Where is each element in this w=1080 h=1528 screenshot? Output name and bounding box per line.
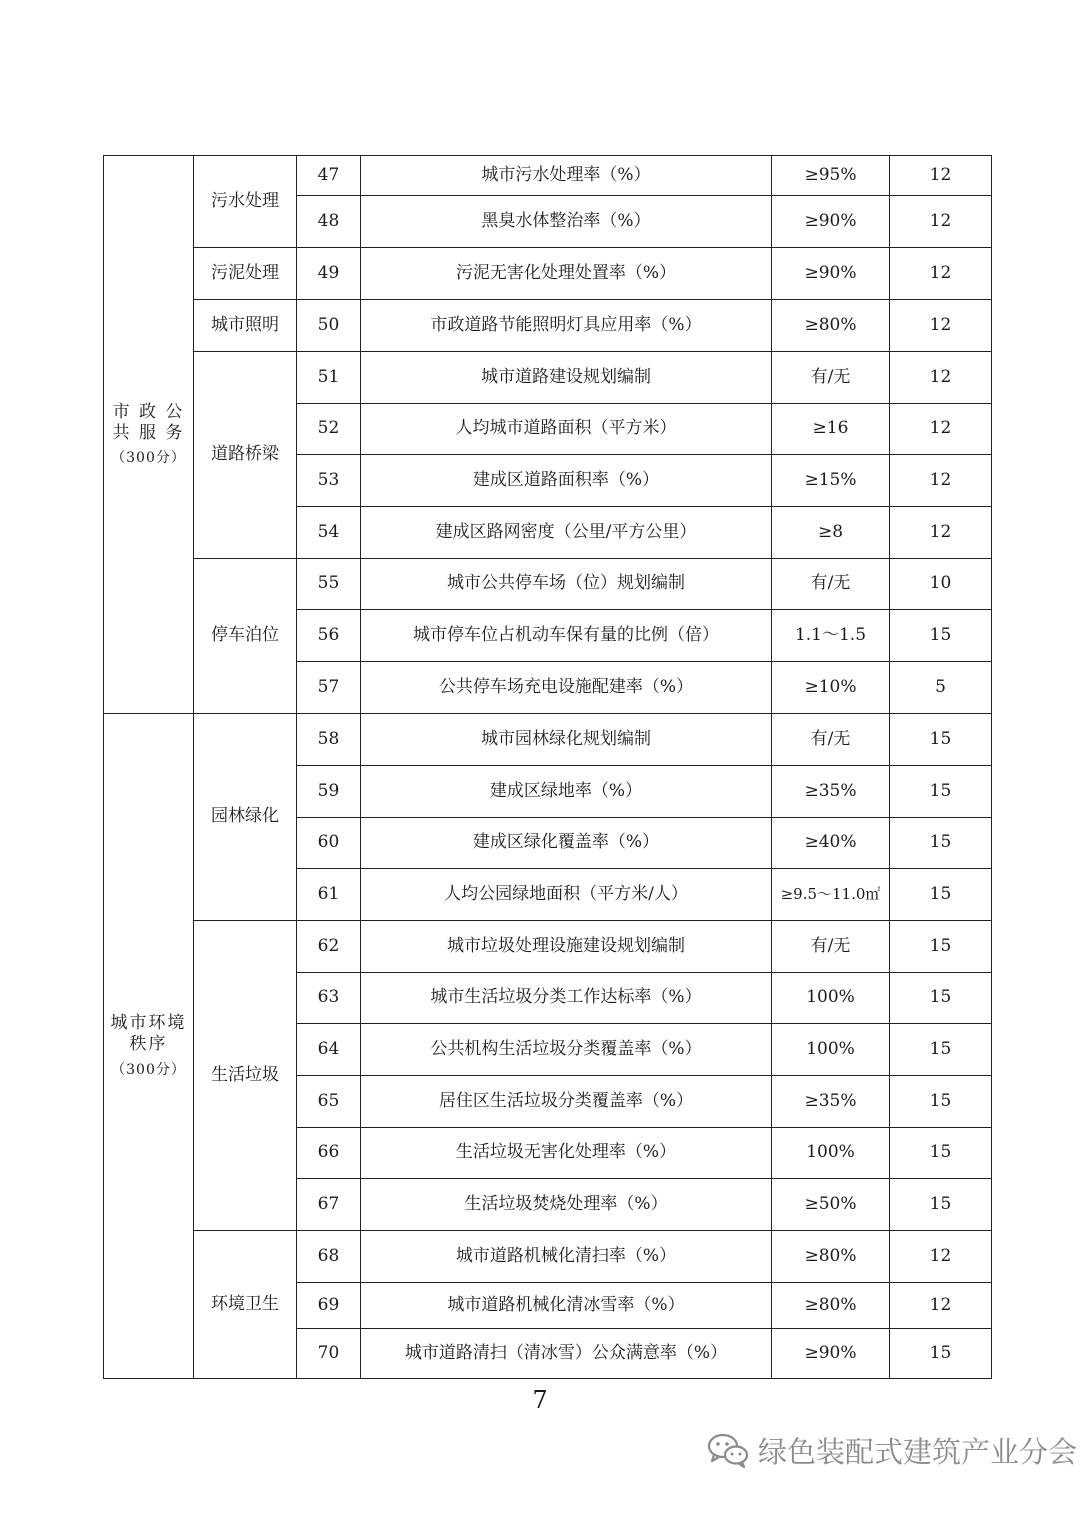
row-number: 50	[297, 300, 361, 352]
row-number: 47	[297, 156, 361, 196]
subcategory-cell: 污水处理	[194, 156, 297, 248]
indicator-standard: ≥80%	[772, 1283, 890, 1329]
row-number: 57	[297, 662, 361, 714]
row-number: 61	[297, 869, 361, 921]
indicator-name: 城市停车位占机动车保有量的比例（倍）	[361, 610, 772, 662]
indicator-score: 12	[890, 1283, 992, 1329]
indicator-standard: ≥50%	[772, 1179, 890, 1231]
indicator-name: 人均城市道路面积（平方米）	[361, 404, 772, 455]
indicator-score: 12	[890, 404, 992, 455]
table-row	[104, 559, 992, 610]
row-number: 66	[297, 1128, 361, 1179]
row-number: 48	[297, 196, 361, 248]
indicator-name: 污泥无害化处理处置率（%）	[361, 248, 772, 300]
category-label: 城市环境秩序	[110, 1013, 187, 1055]
row-number: 67	[297, 1179, 361, 1231]
indicator-table	[103, 155, 992, 1379]
row-number: 68	[297, 1231, 361, 1283]
indicator-standard: ≥10%	[772, 662, 890, 714]
indicator-score: 15	[890, 1024, 992, 1076]
table-row	[104, 248, 992, 300]
indicator-score: 15	[890, 973, 992, 1024]
indicator-score: 12	[890, 156, 992, 196]
row-number: 64	[297, 1024, 361, 1076]
indicator-standard: ≥9.5～11.0㎡	[772, 869, 890, 921]
indicator-standard: 有/无	[772, 559, 890, 610]
indicator-standard: 有/无	[772, 352, 890, 404]
watermark-text: 绿色装配式建筑产业分会	[758, 1434, 1078, 1469]
indicator-standard: ≥35%	[772, 766, 890, 818]
table-row	[104, 1231, 992, 1283]
row-number: 63	[297, 973, 361, 1024]
indicator-standard: ≥15%	[772, 455, 890, 507]
indicator-standard: ≥8	[772, 507, 890, 559]
indicator-name: 城市道路建设规划编制	[361, 352, 772, 404]
indicator-name: 城市污水处理率（%）	[361, 156, 772, 196]
indicator-score: 12	[890, 196, 992, 248]
row-number: 49	[297, 248, 361, 300]
table-row	[104, 156, 992, 196]
row-number: 55	[297, 559, 361, 610]
indicator-standard: ≥90%	[772, 196, 890, 248]
category-label: 市 政 公 共 服 务	[112, 401, 185, 443]
indicator-standard: 100%	[772, 1024, 890, 1076]
indicator-score: 5	[890, 662, 992, 714]
subcategory-cell: 城市照明	[194, 300, 297, 352]
indicator-score: 15	[890, 714, 992, 766]
indicator-name: 市政道路节能照明灯具应用率（%）	[361, 300, 772, 352]
indicator-standard: ≥16	[772, 404, 890, 455]
indicator-name: 城市道路机械化清扫率（%）	[361, 1231, 772, 1283]
indicator-score: 15	[890, 921, 992, 973]
subcategory-cell: 污泥处理	[194, 248, 297, 300]
row-number: 53	[297, 455, 361, 507]
indicator-standard: ≥80%	[772, 300, 890, 352]
table-row	[104, 921, 992, 973]
category-cell	[104, 156, 194, 714]
indicator-standard: ≥95%	[772, 156, 890, 196]
indicator-standard: 100%	[772, 1128, 890, 1179]
indicator-name: 人均公园绿地面积（平方米/人）	[361, 869, 772, 921]
row-number: 60	[297, 818, 361, 869]
indicator-name: 建成区绿化覆盖率（%）	[361, 818, 772, 869]
indicator-score: 12	[890, 455, 992, 507]
category-points: （300分）	[111, 450, 186, 466]
indicator-score: 15	[890, 1128, 992, 1179]
indicator-score: 12	[890, 300, 992, 352]
indicator-standard: ≥90%	[772, 1329, 890, 1379]
indicator-score: 15	[890, 766, 992, 818]
indicator-name: 建成区道路面积率（%）	[361, 455, 772, 507]
indicator-name: 城市道路清扫（清冰雪）公众满意率（%）	[361, 1329, 772, 1379]
indicator-score: 15	[890, 1179, 992, 1231]
subcategory-cell: 生活垃圾	[194, 921, 297, 1231]
indicator-name: 建成区绿地率（%）	[361, 766, 772, 818]
indicator-name: 生活垃圾无害化处理率（%）	[361, 1128, 772, 1179]
indicator-score: 15	[890, 869, 992, 921]
indicator-name: 居住区生活垃圾分类覆盖率（%）	[361, 1076, 772, 1128]
indicator-name: 城市垃圾处理设施建设规划编制	[361, 921, 772, 973]
indicator-name: 公共停车场充电设施配建率（%）	[361, 662, 772, 714]
indicator-name: 生活垃圾焚烧处理率（%）	[361, 1179, 772, 1231]
indicator-standard: ≥90%	[772, 248, 890, 300]
row-number: 51	[297, 352, 361, 404]
indicator-name: 黑臭水体整治率（%）	[361, 196, 772, 248]
row-number: 65	[297, 1076, 361, 1128]
indicator-standard: 有/无	[772, 921, 890, 973]
subcategory-cell: 环境卫生	[194, 1231, 297, 1379]
indicator-standard: 有/无	[772, 714, 890, 766]
indicator-standard: ≥35%	[772, 1076, 890, 1128]
indicator-standard: ≥80%	[772, 1231, 890, 1283]
row-number: 54	[297, 507, 361, 559]
category-points: （300分）	[111, 1061, 186, 1078]
indicator-name: 建成区路网密度（公里/平方公里）	[361, 507, 772, 559]
indicator-score: 10	[890, 559, 992, 610]
row-number: 62	[297, 921, 361, 973]
indicator-name: 城市园林绿化规划编制	[361, 714, 772, 766]
page-number: 7	[532, 1386, 548, 1414]
row-number: 56	[297, 610, 361, 662]
row-number: 52	[297, 404, 361, 455]
indicator-name: 城市公共停车场（位）规划编制	[361, 559, 772, 610]
indicator-score: 15	[890, 610, 992, 662]
indicator-name: 公共机构生活垃圾分类覆盖率（%）	[361, 1024, 772, 1076]
indicator-score: 12	[890, 507, 992, 559]
table-row	[104, 714, 992, 766]
indicator-name: 城市道路机械化清冰雪率（%）	[361, 1283, 772, 1329]
indicator-standard: ≥40%	[772, 818, 890, 869]
subcategory-cell: 停车泊位	[194, 559, 297, 714]
row-number: 59	[297, 766, 361, 818]
indicator-score: 15	[890, 1076, 992, 1128]
indicator-score: 15	[890, 1329, 992, 1379]
subcategory-cell: 道路桥梁	[194, 352, 297, 559]
indicator-score: 12	[890, 1231, 992, 1283]
category-cell	[104, 714, 194, 1379]
wechat-icon	[706, 1430, 750, 1470]
indicator-score: 12	[890, 248, 992, 300]
indicator-standard: 100%	[772, 973, 890, 1024]
watermark	[706, 1420, 1077, 1480]
row-number: 58	[297, 714, 361, 766]
row-number: 69	[297, 1283, 361, 1329]
row-number: 70	[297, 1329, 361, 1379]
subcategory-cell: 园林绿化	[194, 714, 297, 921]
table-row	[104, 352, 992, 404]
indicator-score: 12	[890, 352, 992, 404]
indicator-name: 城市生活垃圾分类工作达标率（%）	[361, 973, 772, 1024]
table-row	[104, 300, 992, 352]
indicator-score: 15	[890, 818, 992, 869]
indicator-standard: 1.1～1.5	[772, 610, 890, 662]
